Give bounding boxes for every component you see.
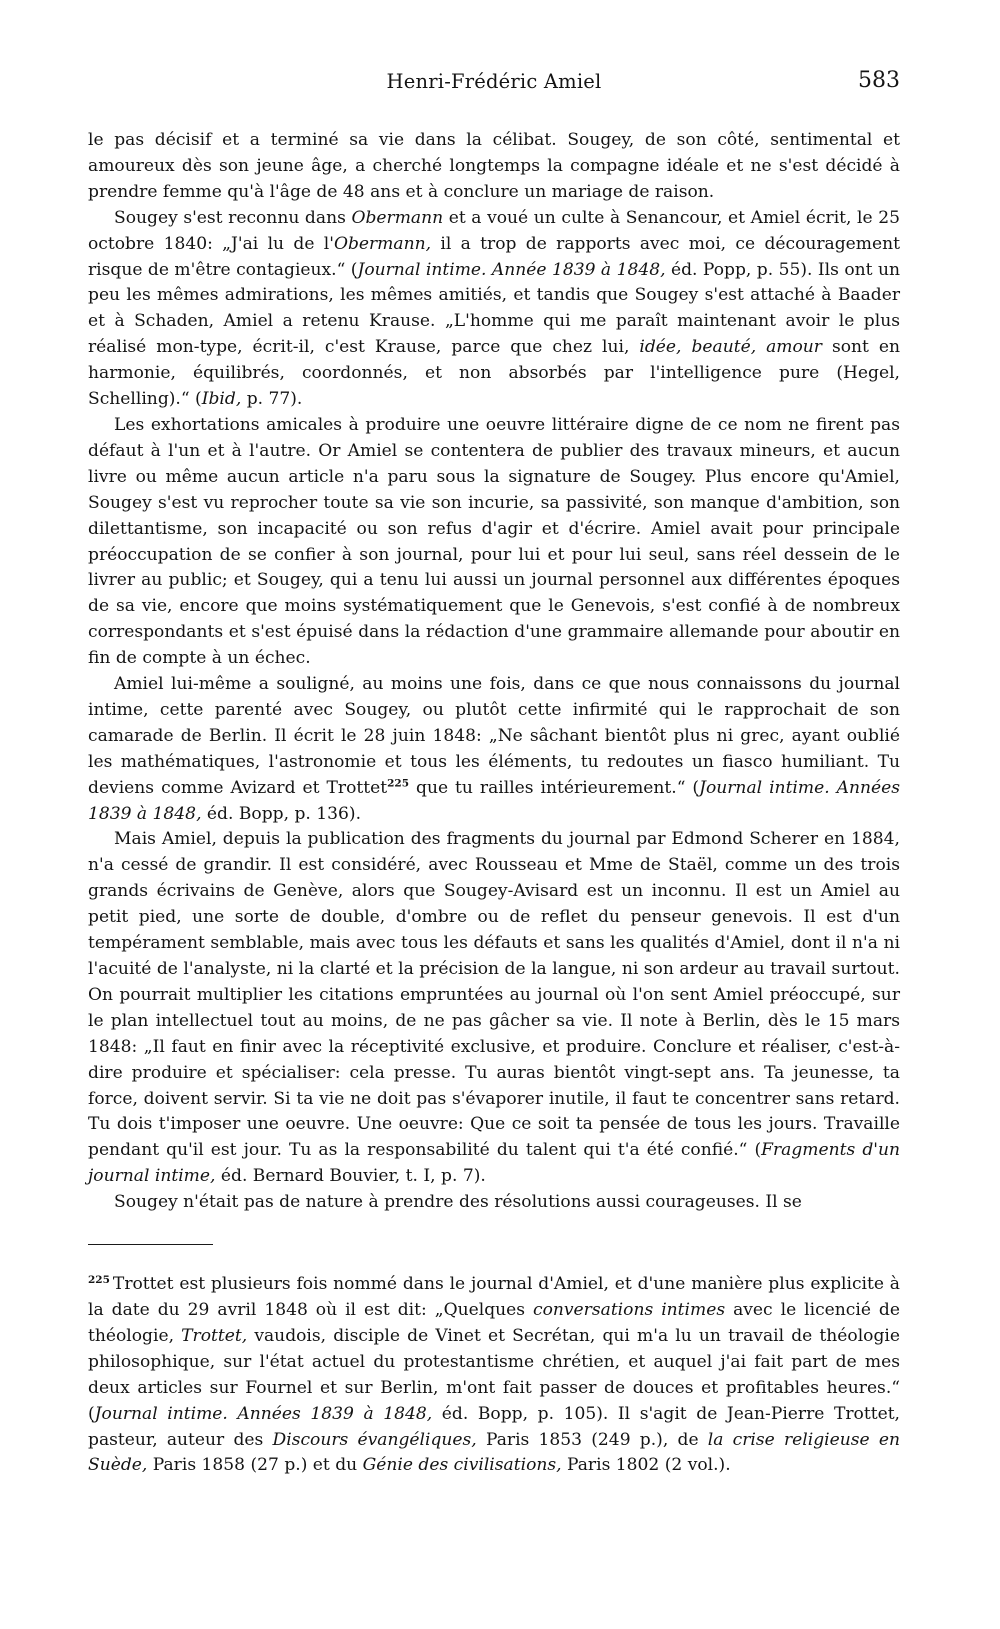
text-run: il a trop de rapports avec moi, ce découragement risque de m'être contagieux.“ ( [88,233,900,280]
page-number: 583 [858,68,900,93]
paragraph [88,413,900,672]
text-run: et a voué un culte à Senancour, et Amiel écrit, le 25 octobre 1840: „J'ai lu de l' [88,207,900,254]
running-head [88,70,900,110]
text-run: Paris 1858 (27 p.) et du [147,1455,363,1476]
italic-text: Fragments d'un journal intime, [88,1140,900,1187]
italic-text: Trottet, [181,1325,248,1346]
italic-text: Génie des civilisations, [362,1455,562,1476]
text-run: éd. Popp, p. 55). Ils ont un peu les mêmes admirations, les mêmes amitiés, et tandis que Sougey s'est attaché à Baader et à Schaden, Amiel a retenu Krause. „L'homme qui me paraît maintenant avoir le plus réalisé mon-type, écrit-il, c'est Krause, parce que chez lui, [88,259,900,358]
italic-text: idée, beauté, amour [639,337,822,358]
text-run: Paris 1802 (2 vol.). [561,1455,731,1476]
text-run: Paris 1853 (249 p.), de [476,1429,708,1450]
italic-text: Journal intime. Années 1839 à 1848, [94,1403,433,1424]
italic-text: Obermann [351,207,444,228]
text-run: Amiel lui-même a souligné, au moins une fois, dans ce que nous connaissons du journal intime, cette parenté avec Sougey, ou plutôt cette infirmité qui le rapprochait de son camarade de Berlin. Il écrit le 28 juin 1848: „Ne sâchant bientôt plus ni grec, ayant oublié les mathématiques, l'astronomie et tous les éléments, tu redoutes un fiasco humiliant. Tu deviens comme Avizard et Trottet [88,674,900,798]
text-run: Les exhortations amicales à produire une oeuvre littéraire digne de ce nom ne firent pas défaut à l'un et à l'autre. Or Amiel se contentera de publier des travaux mineurs, et aucun livre ou même aucun article n'a paru sous la signature de Sougey. Plus encore qu'Amiel, Sougey s'est vu reprocher toute sa vie son incurie, sa passivité, son manque d'ambition, son dilettantisme, son incapacité ou son refus d'agir et d'écrire. Amiel avait pour principale préoccupation de se confier à son journal, pour lui et pour lui seul, sans réel dessein de le livrer au public; et Sougey, qui a tenu lui aussi un journal personnel aux différentes époques de sa vie, encore que moins systématiquement que le Genevois, s'est confié à de nombreux correspondants et s'est épuisé dans la rédaction d'une grammaire allemande pour aboutir en fin de compte à un échec. [88,414,900,669]
text-run: éd. Bopp, p. 136). [201,803,362,824]
text-run: avec le licencié de théologie, [88,1299,900,1346]
footnotes [88,1272,900,1479]
book-page [88,70,900,1479]
footnote-text [88,1274,900,1475]
text-run: éd. Bopp, p. 105). Il s'agit de Jean-Pierre Trottet, pasteur, auteur des [88,1403,900,1450]
italic-text: Journal intime. Année 1839 à 1848, [357,259,666,280]
paragraph [88,206,900,413]
footnote-mark: 225 [88,1274,110,1287]
text-run: vaudois, disciple de Vinet et Secrétan, qui m'a lu un travail de théologie philosophique, sur l'état actuel du protestantisme chrétien, et auquel j'ai fait part de mes deux articles sur Fournel et sur Berlin, m'ont fait passer de douces et profitables heures.“ ( [88,1325,900,1424]
text-run: Mais Amiel, depuis la publication des fragments du journal par Edmond Scherer en 1884, n'a cessé de grandir. Il est considéré, avec Rousseau et Mme de Staël, comme un des trois grands écrivains de Genève, alors que Sougey-Avisard est un inconnu. Il est un Amiel au petit pied, une sorte de double, d'ombre ou de reflet du penseur genevois. Il est d'un tempérament semblable, mais avec tous les défauts et sans les qualités d'Amiel, dont il n'a ni l'acuité de l'analyste, ni la clarté et la précision de la langue, ni son ardeur au travail surtout. On pourrait multiplier les citations empruntées au journal où l'on sent Amiel préoccupé, sur le plan intellectuel tout au moins, de ne pas gâcher sa vie. Il note à Berlin, dès le 15 mars 1848: „Il faut en finir avec la réceptivité exclusive, et produire. Conclure et réaliser, c'est-à-dire produire et spécialiser: cela presse. Tu auras bientôt vingt-sept ans. Ta jeunesse, ta force, doivent servir. Si ta vie ne doit pas s'évaporer inutile, il faut te concentrer sans retard. Tu dois t'imposer une oeuvre. Une oeuvre: Que ce soit ta pensée de tous les jours. Travaille pendant qu'il est jour. Tu as la responsabilité du talent qui t'a été confié.“ ( [88,829,900,1161]
italic-text: Journal intime. Années 1839 à 1848, [88,777,901,824]
text-run: éd. Bernard Bouvier, t. I, p. 7). [215,1166,486,1187]
italic-text: conversations intimes [533,1299,726,1320]
italic-text: la crise religieuse en Suède, [88,1429,900,1476]
italic-text: Discours évangéliques, [272,1429,477,1450]
paragraph [88,128,900,206]
text-run: p. 77). [241,389,303,410]
text-run: Sougey n'était pas de nature à prendre des résolutions aussi courageuses. Il se [114,1192,802,1213]
paragraph [88,672,900,827]
italic-text: Obermann, [333,233,432,254]
italic-text: Ibid, [201,389,242,410]
paragraph [88,1190,900,1216]
footnote-divider [88,1244,213,1245]
text-run: le pas décisif et a terminé sa vie dans la célibat. Sougey, de son côté, sentimental et amoureux dès son jeune âge, a cherché longtemps la compagne idéale et ne s'est décidé à prendre femme qu'à l'âge de 48 ans et à conclure un mariage de raison. [88,130,900,202]
paragraph [88,827,900,1190]
running-title: Henri-Frédéric Amiel [386,70,602,93]
body-text [88,128,900,1216]
footnote [88,1272,900,1479]
text-run: que tu railles intérieurement.“ ( [409,777,700,798]
text-run: Trottet est plusieurs fois nommé dans le journal d'Amiel, et d'une manière plus explicite à la date du 29 avril 1848 où il est dit: „Quelques [88,1274,900,1320]
text-run: Sougey s'est reconnu dans [114,207,352,228]
footnote-reference: 225 [387,777,410,790]
text-run: sont en harmonie, équilibrés, coordonnés, et non absorbés par l'intelligence pure (Hegel, Schelling).“ ( [88,337,901,410]
